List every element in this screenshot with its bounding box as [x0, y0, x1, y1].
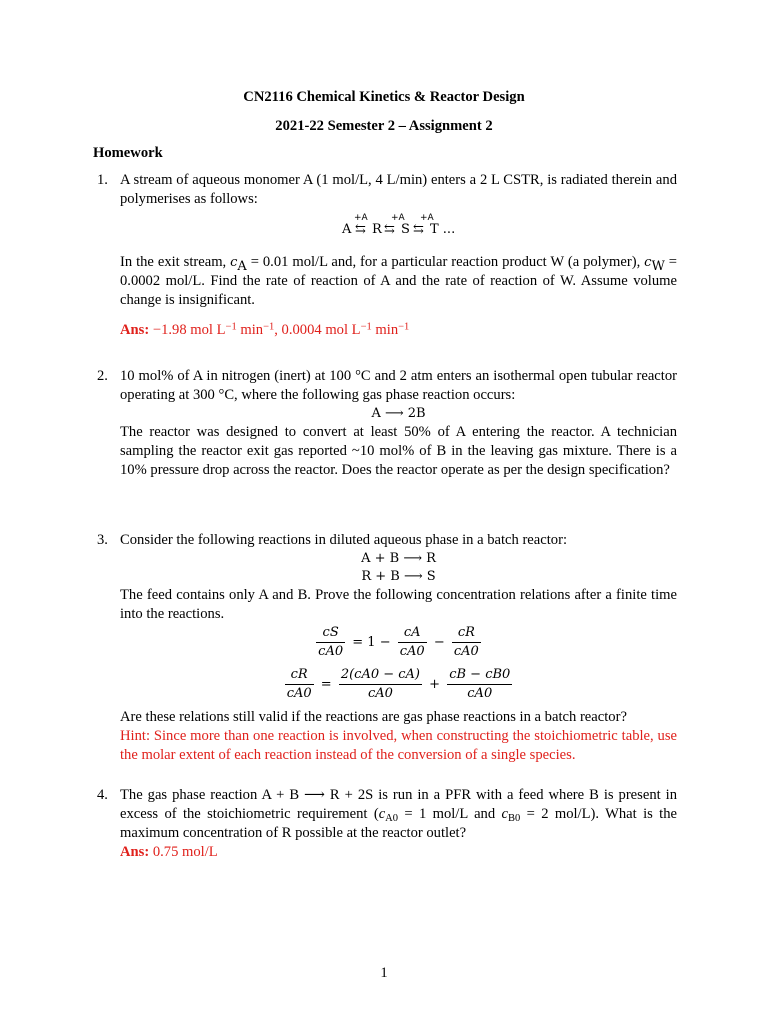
answer: Ans: 0.75 mol/L — [120, 844, 218, 860]
answer: Ans: −1.98 mol $L^{-1}$ $\min^{-1}$, 0.0004 mol $L^{-1}$ $\min^{-1}$ — [120, 321, 410, 338]
equation-1: $\frac{cS}{cA0}$ = 1 − $\frac{cA}{cA0}$ − $\frac{cR}{cA0}$ — [318, 625, 479, 659]
reaction-scheme — [120, 209, 677, 239]
question-text: A stream of aqueous monomer A (1 mol/L, 4 L/min) enters a 2 L CSTR, is radiated therein and polymerises as follows: — [120, 172, 677, 207]
question-2 — [93, 367, 677, 480]
scheme-species-r: R — [372, 222, 382, 237]
question-text: Consider the following reactions in diluted aqueous phase in a batch reactor: — [120, 532, 568, 548]
scheme-arrow-1: ⇆ — [355, 222, 366, 237]
scheme-over-3: +A — [420, 213, 434, 223]
hint: Hint: Since more than one reaction is involved, when constructing the stoichiometric table, use the molar extent of each reaction instead of the conversion of a single species. — [120, 728, 677, 763]
question-number: 1. — [97, 172, 108, 188]
question-number: 4. — [97, 787, 108, 803]
section-heading: Homework — [93, 145, 163, 161]
scheme-species-s: S — [401, 222, 410, 237]
question-number: 3. — [97, 532, 108, 548]
reaction-equation-2: R + B ⟶ S — [361, 569, 436, 584]
scheme-arrow-3: ⇆ — [413, 222, 424, 237]
scheme-over-2: +A — [391, 213, 405, 223]
page-number: 1 — [380, 965, 388, 981]
scheme-over-1: +A — [354, 213, 368, 223]
question-text-2: The feed contains only A and B. Prove the following concentration relations after a finite time into the reactions. — [120, 587, 677, 622]
question-text: The gas phase reaction A + B ⟶ R + 2S is run in a PFR with a feed where B is present in excess of the stoichiometric requirement ($c_{A0} = 1$ mol/L and $c_{B0} = 2$ mol/L). What is the maximum concentration of R possible at the reactor outlet? — [120, 787, 677, 841]
question-number: 2. — [97, 368, 108, 384]
question-paragraph: In the exit stream, $c_A = 0.01$ mol/L and, for a particular reaction product W (a polymer), $c_W = 0.0002$ mol/L. Find the rate of reaction of A and the rate of reaction of W. Assume volume change is insignificant. — [120, 254, 677, 308]
question-text-3: Are these relations still valid if the reactions are gas phase reactions in a batch reactor? — [120, 709, 627, 725]
scheme-species-a: A — [342, 222, 352, 237]
scheme-species-t: T ... — [430, 222, 456, 237]
question-1 — [93, 171, 677, 340]
equation-2: $\frac{cR}{cA0}$ = $\frac{2(cA0 - cA)}{cA0}$ + $\frac{cB - cB0}{cA0}$ — [286, 667, 511, 701]
question-4 — [93, 786, 677, 862]
reaction-equation-1: A + B ⟶ R — [361, 551, 436, 566]
course-title: CN2116 Chemical Kinetics & Reactor Design — [243, 89, 525, 105]
question-text: 10 mol% of A in nitrogen (inert) at 100 °C and 2 atm enters an isothermal open tubular reactor operating at 300 °C, where the following gas phase reaction occurs: — [120, 368, 677, 403]
reaction-equation: A ⟶ 2B — [371, 406, 426, 421]
question-3 — [93, 531, 677, 765]
scheme-arrow-2: ⇆ — [384, 222, 395, 237]
question-text-2: The reactor was designed to convert at least 50% of A entering the reactor. A technician sampling the reactor exit gas reported ~10 mol% of B in the leaving gas mixture. There is a 10% pressure drop across the reactor. Does the reactor operate as per the design specification? — [120, 424, 677, 478]
assignment-title: 2021-22 Semester 2 – Assignment 2 — [275, 118, 493, 134]
